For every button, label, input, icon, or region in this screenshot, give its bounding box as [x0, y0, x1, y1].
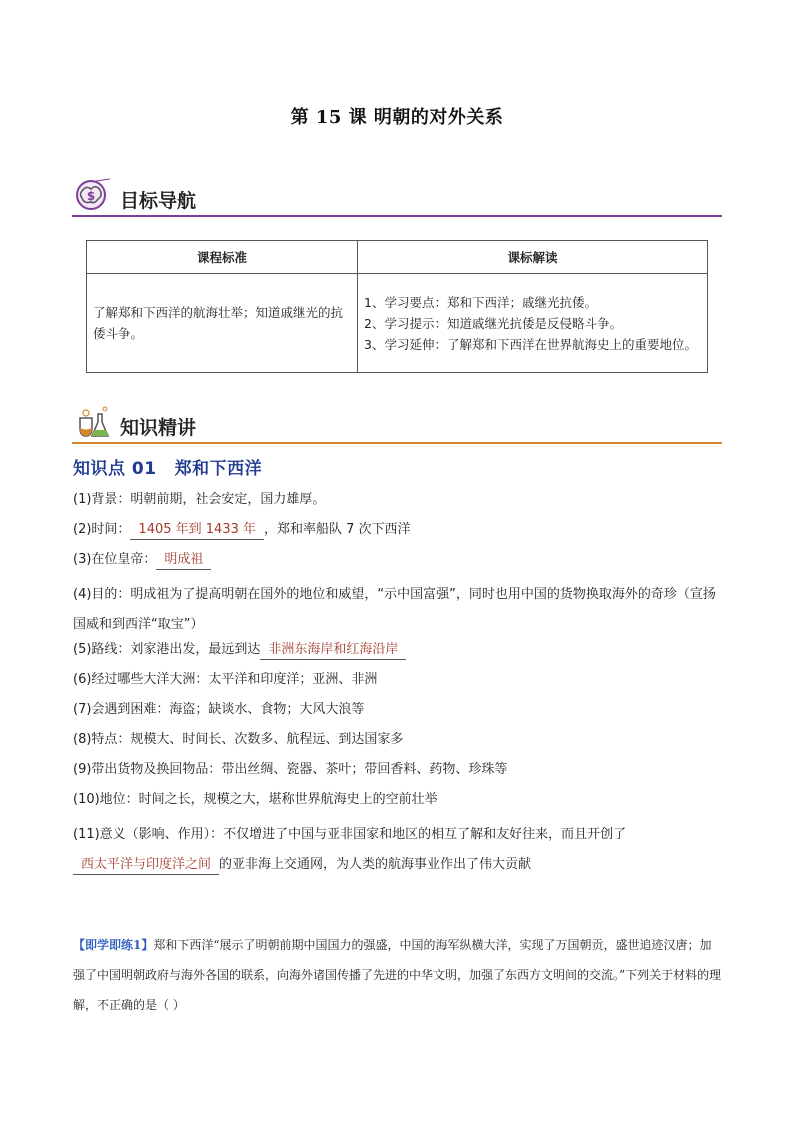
lab-flask-icon [72, 404, 116, 444]
item-text: (2)时间： [73, 522, 131, 537]
section-header-navigation [72, 177, 722, 217]
list-item: (7)会遇到困难：海盗；缺谈水、食物；大风大浪等 [73, 702, 365, 717]
interpretation-line: 3、学习延伸：了解郑和下西洋在世界航海史上的重要地位。 [364, 336, 697, 352]
practice-question [73, 930, 723, 1020]
section-title: 目标导航 [120, 190, 197, 212]
interpretation-line: 2、学习提示：知道戚继光抗倭是反侵略斗争。 [364, 315, 622, 331]
item-text: (11)意义（影响、作用）：不仅增进了中国与亚非国家和地区的相互了解和友好往来，而且开创了 [73, 827, 627, 842]
list-item: (8)特点：规模大、时间长、次数多、航程远、到达国家多 [73, 732, 404, 747]
knowledge-point-label: 知识点 01 [73, 459, 157, 479]
answer-blank: 1405 年到 1433 年 [130, 521, 264, 540]
section-rule [72, 215, 722, 217]
brain-dollar-icon [72, 177, 116, 217]
item-text: 的亚非海上交通网，为人类的航海事业作出了伟大贡献 [219, 857, 532, 872]
svg-text:$: $ [86, 189, 96, 203]
knowledge-items [73, 490, 723, 880]
page-title: 第 15 课 明朝的对外关系 [290, 107, 504, 128]
list-item: (9)带出货物及换回物品：带出丝绸、瓷器、茶叶；带回香料、药物、珍珠等 [73, 762, 508, 777]
section-header-knowledge [72, 404, 722, 444]
interpretation-line: 1、学习要点：郑和下西洋；戚继光抗倭。 [364, 294, 597, 310]
item-text: (5)路线：刘家港出发，最远到达 [73, 642, 261, 657]
list-item: (1)背景：明朝前期，社会安定，国力雄厚。 [73, 492, 326, 507]
answer-blank: 非洲东海岸和红海沿岸 [260, 641, 406, 660]
item-text: (3)在位皇帝： [73, 552, 157, 567]
table-row [87, 274, 708, 373]
list-item: (6)经过哪些大洋大洲：太平洋和印度洋；亚洲、非洲 [73, 672, 378, 687]
list-item: (4)目的：明成祖为了提高明朝在国外的地位和威望，“示中国富强”，同时也用中国的货物换取海外的奇珍（宣扬国威和到西洋“取宝”） [73, 587, 716, 632]
section-title: 知识精讲 [120, 417, 197, 439]
practice-tag: 【即学即练1】 [73, 938, 154, 952]
answer-blank: 明成祖 [156, 551, 211, 570]
standards-table [86, 240, 708, 373]
knowledge-point-name: 郑和下西洋 [174, 459, 263, 479]
practice-text: 郑和下西洋“展示了明朝前期中国国力的强盛，中国的海军纵横大洋，实现了万国朝贡，盛世追迹汉唐；加强了中国明朝政府与海外各国的联系，向海外诸国传播了先进的中华文明，加强了东西方文明间的交流。”下列关于材料的理解，不正确的是（ ） [73, 938, 722, 1012]
list-item [73, 640, 723, 670]
interpretation-cell [358, 274, 708, 373]
table-header-interpretation: 课标解读 [358, 241, 708, 274]
knowledge-point-title [73, 454, 262, 479]
list-item: (10)地位：时间之长，规模之大，堪称世界航海史上的空前壮举 [73, 792, 438, 807]
table-header-standard: 课程标准 [87, 241, 358, 274]
list-item [73, 550, 723, 580]
standard-cell: 了解郑和下西洋的航海壮举；知道戚继光的抗倭斗争。 [87, 274, 358, 373]
section-rule [72, 442, 722, 444]
list-item [73, 820, 723, 880]
answer-blank: 西太平洋与印度洋之间 [73, 856, 219, 875]
list-item [73, 520, 723, 550]
table-header-row [87, 241, 708, 274]
item-text: ，郑和率船队 7 次下西洋 [264, 522, 411, 537]
